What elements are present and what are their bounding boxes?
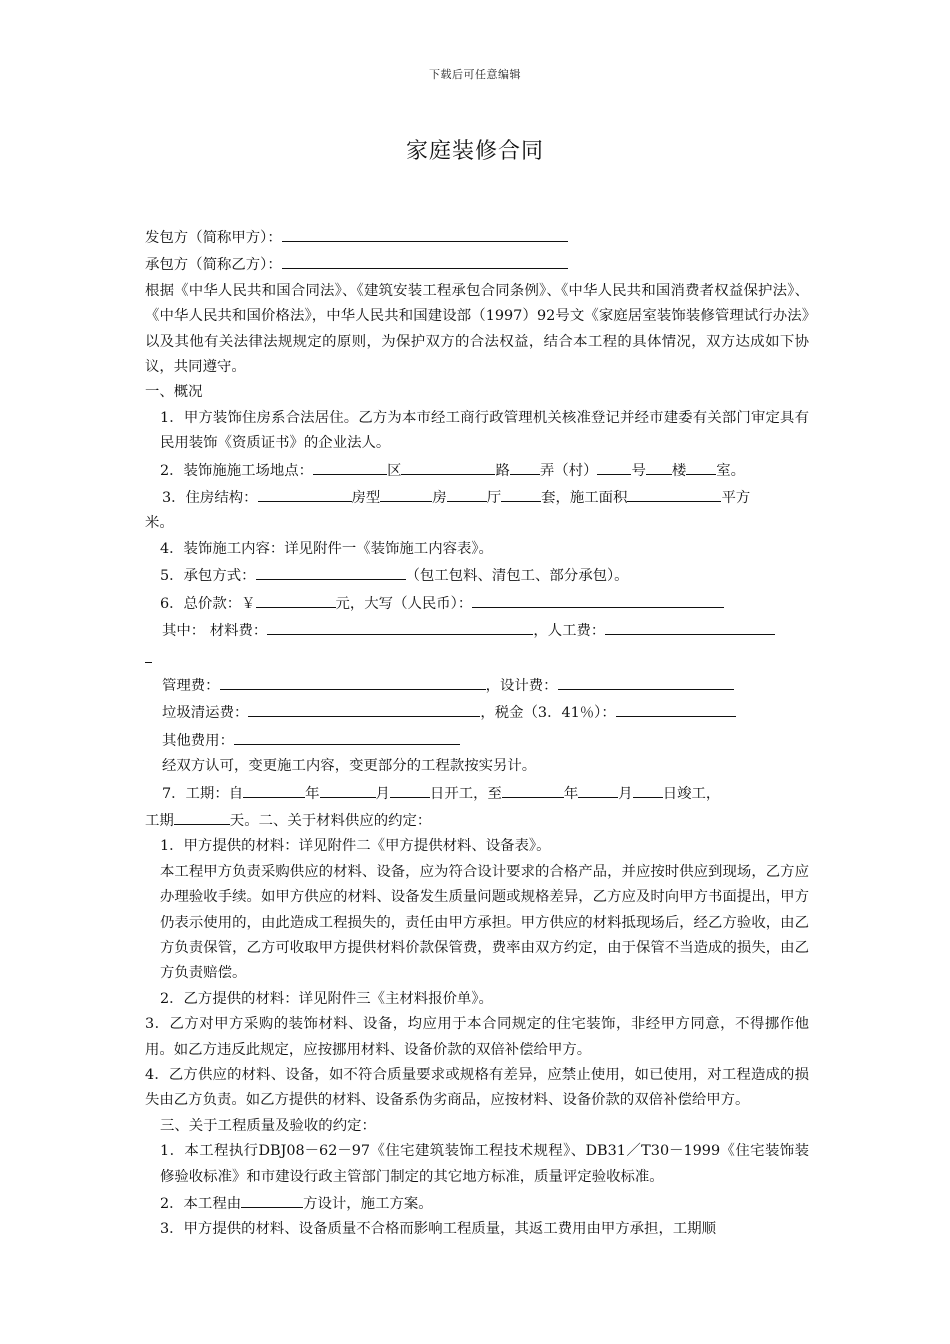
- clause-1-7-cont: 工期 天。二、关于材料供应的约定：: [145, 807, 809, 834]
- clause-3-1: 1．本工程执行DBJ08－62－97《住宅建筑装饰工程技术规程》、DB31／T30－1999《住宅装饰装修验收标准》和市建设行政主管部门制定的其它地方标准，质量评定验收标准。: [160, 1143, 809, 1185]
- cost-material-labor: 其中： 材料费： ，人工费：: [145, 617, 809, 644]
- cost-other: 其他费用：: [145, 727, 809, 754]
- party-a-blank: [282, 224, 568, 242]
- section-3-heading: 三、关于工程质量及验收的约定：: [160, 1117, 376, 1134]
- page-title: 家庭装修合同: [405, 139, 544, 164]
- clause-1-7: 7．工期：自 年 月 日开工，至 年 月 日竣工，: [145, 780, 809, 807]
- cost-waste-tax: 垃圾清运费： ，税金（3．41％）：: [145, 699, 809, 726]
- clause-3-3: 3．甲方提供的材料、设备质量不合格而影响工程质量，其返工费用由甲方承担，工期顺: [160, 1221, 717, 1238]
- party-a-line: 发包方（简称甲方）：: [145, 224, 809, 251]
- clause-1-3-cont: 米。: [145, 515, 174, 532]
- party-b-blank: [282, 251, 568, 269]
- clause-2-1: 1．甲方提供的材料：详见附件二《甲方提供材料、设备表》。: [160, 838, 551, 855]
- clause-1-4: 4．装饰施工内容：详见附件一《装饰施工内容表》。: [160, 540, 493, 557]
- party-b-line: 承包方（简称乙方）：: [145, 251, 809, 278]
- section-1-heading: 一、概况: [145, 384, 203, 401]
- clause-1-2: 2．装饰施施工场地点： 区 路 弄（村） 号 楼 室。: [145, 457, 809, 484]
- clause-1-6: 6．总价款：￥ 元，大写（人民币）：: [145, 590, 809, 617]
- header-note: 下载后可任意编辑: [429, 68, 521, 81]
- clause-2-4: 4．乙方供应的材料、设备，如不符合质量要求或规格有差异，应禁止使用，如已使用，对工程造成的损失由乙方负责。如乙方提供的材料、设备系伪劣商品，应按材料、设备价款的双倍补偿给甲方。: [145, 1067, 809, 1109]
- clause-2-3: 3．乙方对甲方采购的装饰材料、设备，均应用于本合同规定的住宅装饰，非经甲方同意，不得挪作他用。如乙方违反此规定，应按挪用材料、设备价款的双倍补偿给甲方。: [145, 1016, 809, 1058]
- preamble: 根据《中华人民共和国合同法》、《建筑安装工程承包合同条例》、《中华人民共和国消费者权益保护法》、《中华人民共和国价格法》，中华人民共和国建设部（1997）92号文《家庭居室装饰装修管理试行办法》以及其他有关法律法规规定的原则，为保护双方的合法权益，结合本工程的具体情况，双方达成如下协议，共同遵守。: [145, 282, 809, 376]
- clause-2-2: 2．乙方提供的材料：详见附件三《主材料报价单》。: [160, 990, 493, 1007]
- clause-1-3: 3．住房结构： 房型 房 厅 套，施工面积 平方: [145, 484, 809, 511]
- clause-1-5: 5．承包方式： （包工包料、清包工、部分承包）。: [145, 562, 809, 589]
- cost-mgmt-design: 管理费： ，设计费：: [145, 672, 809, 699]
- cost-note: 经双方认可，变更施工内容，变更部分的工程款按实另计。: [162, 758, 537, 775]
- clause-2-1-detail: 本工程甲方负责采购供应的材料、设备，应为符合设计要求的合格产品，并应按时供应到现场，乙方应办理验收手续。如甲方供应的材料、设备发生质量问题或规格差异，乙方应及时向甲方书面提出，甲方仍表示使用的，由此造成工程损失的，责任由甲方承担。甲方供应的材料抵现场后，经乙方验收，由乙方负责保管，乙方可收取甲方提供材料价款保管费，费率由双方约定，由于保管不当造成的损失，由乙方负责赔偿。: [160, 863, 809, 982]
- contract-body: [145, 224, 809, 1243]
- cost-overflow: [145, 645, 809, 672]
- clause-3-2: 2．本工程由 方设计，施工方案。: [145, 1190, 809, 1217]
- clause-1-1: 1．甲方装饰住房系合法居住。乙方为本市经工商行政管理机关核准登记并经市建委有关部门审定具有民用装饰《资质证书》的企业法人。: [160, 409, 809, 452]
